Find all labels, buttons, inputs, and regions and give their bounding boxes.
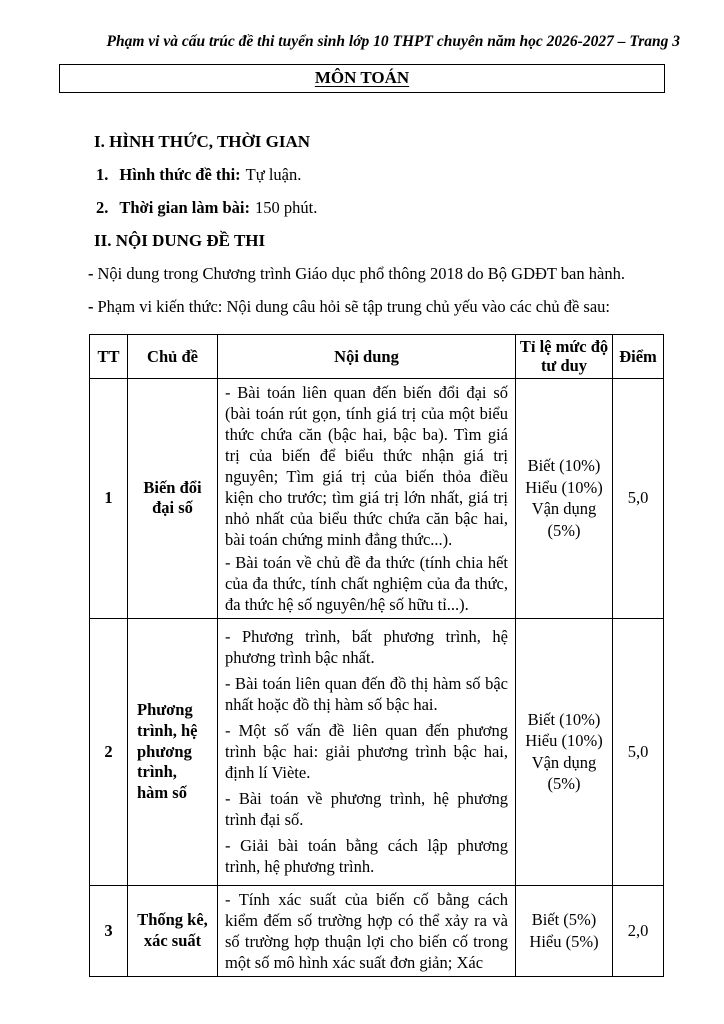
ratio-line: Biết (10%): [527, 709, 601, 729]
content-paragraph: - Bài toán liên quan đến đồ thị hàm số bậc nhất hoặc đồ thị hàm số bậc hai.: [225, 674, 508, 715]
ratio-cell: [516, 885, 613, 976]
bullet-dash: -: [88, 264, 94, 283]
item-number: 1.: [96, 165, 109, 184]
bullet-text: Phạm vi kiến thức: Nội dung câu hỏi sẽ tập trung chủ yếu vào các chủ đề sau:: [97, 297, 611, 316]
content-bullet-1: [88, 264, 680, 284]
exam-scope-table: [89, 334, 664, 977]
topic-cell: Thống kê, xác suất: [128, 885, 218, 976]
ratio-cell: [516, 378, 613, 618]
table-row: [90, 378, 664, 618]
subject-title: MÔN TOÁN: [314, 68, 410, 87]
content-cell: [218, 618, 516, 885]
ratio-line: Vận dụng (5%): [531, 752, 597, 794]
format-item-2: [94, 198, 680, 218]
document-body: [88, 132, 680, 317]
content-paragraph: - Giải bài toán bằng cách lập phương trình, hệ phương trình.: [225, 836, 508, 877]
item-label: Hình thức đề thi:: [119, 165, 241, 184]
row-number: 1: [90, 378, 128, 618]
subject-title-box: [59, 64, 665, 93]
ratio-line: Vận dụng (5%): [531, 499, 597, 540]
item-number: 2.: [96, 198, 109, 217]
section-heading-content: II. NỘI DUNG ĐỀ THI: [94, 231, 266, 250]
ratio-line: Hiểu (10%): [525, 477, 603, 497]
bullet-text: Nội dung trong Chương trình Giáo dục phổ thông 2018 do Bộ GDĐT ban hành.: [97, 264, 625, 283]
topic-cell: Biến đổi đại số: [128, 378, 218, 618]
score-cell: 5,0: [613, 618, 664, 885]
content-cell: [218, 885, 516, 976]
content-paragraph: - Bài toán liên quan đến biến đổi đại số (bài toán rút gọn, tính giá trị của một biểu thức chứa căn (bậc hai, bậc ba). Tìm giá trị của biến để biểu thức nhận giá trị nguyên; Tìm giá trị của biến thỏa điều kiện cho trước; tìm giá trị lớn nhất, giá trị nhỏ nhất của biểu thức chứa căn bậc hai, bài toán chứng minh đẳng thức...).: [225, 382, 508, 549]
content-paragraph: - Bài toán về phương trình, hệ phương trình đại số.: [225, 789, 508, 830]
column-header-score: Điểm: [613, 335, 664, 379]
content-paragraph: - Tính xác suất của biến cố bằng cách kiểm đếm số trường hợp có thể xảy ra và số trường hợp thuận lợi cho biến cố trong một số mô hình xác suất đơn giản; Xác: [225, 889, 508, 972]
bullet-dash: -: [88, 297, 94, 316]
table-row: [90, 885, 664, 976]
item-value: 150 phút.: [255, 198, 318, 217]
column-header-topic: Chủ đề: [128, 335, 218, 379]
format-item-1: [94, 165, 680, 185]
table-row: [90, 618, 664, 885]
column-header-content: Nội dung: [218, 335, 516, 379]
column-header-ratio: Tỉ lệ mức độ tư duy: [516, 335, 613, 379]
ratio-line: Biết (10%): [527, 456, 601, 476]
content-paragraph: - Phương trình, bất phương trình, hệ phương trình bậc nhất.: [225, 627, 508, 668]
ratio-line: Biết (5%): [531, 910, 597, 930]
ratio-line: Hiểu (5%): [529, 931, 599, 951]
item-label: Thời gian làm bài:: [119, 198, 250, 217]
column-header-tt: TT: [90, 335, 128, 379]
content-paragraph: - Một số vấn đề liên quan đến phương trình bậc hai: giải phương trình bậc hai, định lí Viète.: [225, 721, 508, 783]
row-number: 2: [90, 618, 128, 885]
item-value: Tự luận.: [245, 165, 302, 184]
content-cell: [218, 378, 516, 618]
row-number: 3: [90, 885, 128, 976]
topic-cell: Phương trình, hệ phương trình, hàm số: [128, 618, 218, 885]
ratio-cell: [516, 618, 613, 885]
score-cell: 5,0: [613, 378, 664, 618]
page-header: Phạm vi và cấu trúc đề thi tuyển sinh lớp 10 THPT chuyên năm học 2026-2027 – Trang 3: [106, 33, 680, 50]
ratio-line: Hiểu (10%): [525, 731, 603, 751]
score-cell: 2,0: [613, 885, 664, 976]
section-heading-format: I. HÌNH THỨC, THỜI GIAN: [94, 132, 311, 151]
content-paragraph: - Bài toán về chủ đề đa thức (tính chia hết của đa thức, tính chất nghiệm của đa thức, đa thức hệ số nguyên/hệ số hữu tỉ...).: [225, 552, 508, 614]
table-header-row: [90, 335, 664, 379]
content-bullet-2: [88, 297, 680, 317]
